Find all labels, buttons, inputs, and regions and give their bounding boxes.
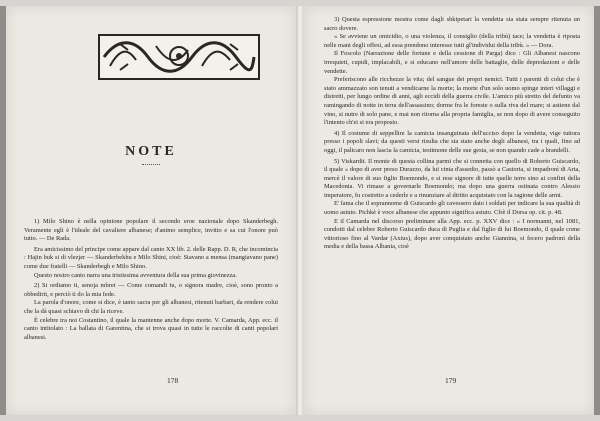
- note-paragraph: 2) Si ordiamo ti, senoja mbret — Come comandi tu, o signora madre, cioè, sono pronto a obbedirti, e perciò ti do la mia fede.: [24, 282, 278, 298]
- note-paragraph: La parola d'onore, come si dice, è tanto sacra per gli albanesi, ritenuti barbari, da rendere colui che la dà quasi schiavo di chi la riceve.: [24, 299, 278, 315]
- note-paragraph: Preferiscono alle ricchezze la vita; del sangue dei propri nemici. Tutti i parenti di colui che è stato ammazzato son tenuti a vendicarne la morte; la morte d'un solo uomo spinge interi villaggi e distretti, per lungo ordine di anni, agli eccidi della guerra civile. L'amico più stretto del defunto va ramingando di notte in terra dell'assassino; dorme fra le foreste o sulla riva del mare; si astiene dal vino, si nutre di solo pane, e mai non ritorna alla propria famiglia, se non dopo di avere conseguito l'intento ch'ei si era proposto.: [324, 76, 580, 127]
- note-paragraph: 3) Questa espressione mostra come dagli shkipetari la vendetta sia stata sempre ritenuta un sacro dovere.: [324, 16, 580, 32]
- note-paragraph: E il Camarda nel discorso preliminare alla App. ecc. p. XXV dice : « I normanni, nel 1081, condotti dal celebre Roberto Guiscardo duca di Puglia e dal figlio di lui Boemondo, il quale come vittorioso fino al Vardar (Axius), dopo aver conquistato anche Giannina, si fecero padroni della media e della bassa Albania, cioè: [324, 217, 580, 251]
- note-paragraph: 4) Il costume di seppellire la camicia insanguinata dell'ucciso dopo la vendetta, vige tuttora presso i popoli slavi; da questi versi risulta che sia stato anche degli albanesi, tra i quali, fino ad oggi, il palicaro non lascia la camicia, testimone delle sue gesta, se non quando cade a brandelli.: [324, 129, 580, 154]
- right-page: [304, 6, 594, 415]
- left-page-text: [24, 218, 278, 342]
- left-page: [6, 6, 296, 415]
- note-paragraph: E' fama che il soprannome di Guiscardo gli cavessero dato i soldati per indicare la sua qualità di uomo astuto. Pichkè è voce albanese che appunto significa astuto. Cfrè il Dorsa op. cit. p. 48.: [324, 200, 580, 217]
- decorative-header-ornament: [98, 34, 260, 80]
- note-paragraph: È celebre tra noi Costantino, il quale la mantenne anche dopo morte. V. Camarda, App. ecc. il canto intitolato : La ballata di Garentina, che si trova quasi in tutte le raccolte di canti popolari albanesi.: [24, 316, 278, 341]
- note-paragraph: 5) Viskardit. Il monte di questa collina parmi che si connetta con quello di Roberto Guiscardo, il quale « dopo di aver preso Durazzo, da lui cinta d'assedio, passò a Castoria, si impadronì di Arta, mercè il valore di suo figlio Boemondo, e si rese signore di tutte quelle terre sino ai confini della Macedonia. Vi rimase a governarle Boemondo; ma dopo una guerra ostinata contro Alessio imperatore, fu costretto a cederle e a rinunziare al diritto acquistato con la ragione delle armi.: [324, 157, 580, 199]
- notes-title: NOTE: [125, 144, 177, 159]
- book-spine: [296, 6, 304, 415]
- page-number-right: 179: [445, 376, 457, 385]
- page-number-left: 178: [167, 376, 179, 385]
- note-paragraph: Il Foscolo (Narrazione delle fortune e della cessione di Parga) dice : Gli Albanesi nascono irrequieti, cupidi, implacabili, e si educano nell'amore delle battaglie, delle depredazioni e delle vendette.: [324, 50, 580, 75]
- title-rule: [142, 164, 160, 165]
- note-paragraph: Era amicissimo del principe come appare dal canto XX lib. 2. delle Rapp. D. R, che incomincia : Hajin buk si di vlezjer — Skanderbekhu e Milo Shini, cioè: Stavano a mensa (mangiavano pane) come due fratelli — Skanderbegh e Milo Shino.: [24, 245, 279, 270]
- note-paragraph: Questo nostro canto narra una tristissima avventura della sua prima giovinezza.: [34, 271, 237, 279]
- note-paragraph: 1) Milo Shino è nella opinione popolare il secondo eroe nazionale dopo Skanderbegh. Veramente egli è l'ideale del cavaliere albanese; d'animo semplice, invitto e sa cui l'onore può tutto. — De Rada.: [24, 218, 278, 243]
- note-paragraph: « Se avviene un omicidio, o una violenza, il consiglio (della tribù) tace; la vendetta è riposta nelle mani degli offesi, ad essa prendono interesse tutti gl'individui della tribù. » — Dora.: [324, 33, 580, 49]
- right-page-text: [324, 16, 580, 252]
